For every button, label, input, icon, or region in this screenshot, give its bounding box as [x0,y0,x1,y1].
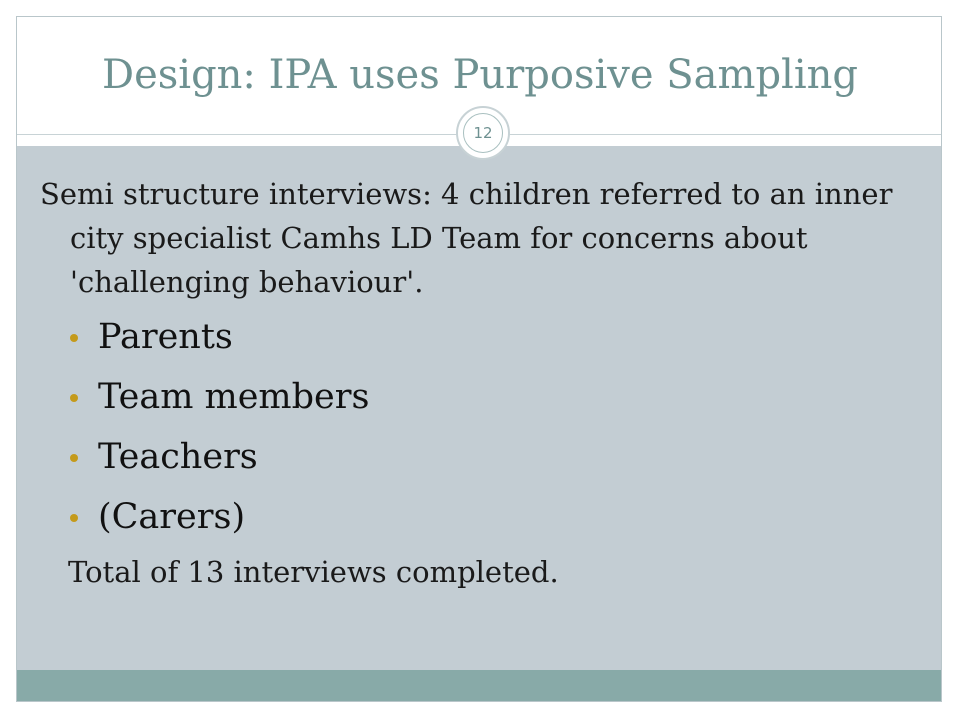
summary-text: Total of 13 interviews completed. [68,555,559,589]
bullet-label: (Carers) [98,497,246,537]
footer-band [17,670,941,701]
bullet-list [66,310,369,550]
slide-number: 12 [463,113,503,153]
bullet-dot-icon [70,394,78,402]
slide-title: Design: IPA uses Purposive Sampling [102,52,858,98]
bullet-item-carers [66,490,369,550]
bullet-item-teachers [66,430,369,490]
bullet-label: Team members [98,377,370,417]
intro-text: Semi structure interviews: 4 children referred to an inner city specialist Camhs LD Team for concerns about 'challenging behaviour'. [40,177,893,299]
bullet-label: Parents [98,317,233,357]
bullet-dot-icon [70,514,78,522]
bullet-item-team-members [66,370,369,430]
bullet-label: Teachers [98,437,258,477]
bullet-item-parents [66,310,369,370]
slide-number-badge [456,106,510,160]
bullet-dot-icon [70,334,78,342]
bullet-dot-icon [70,454,78,462]
